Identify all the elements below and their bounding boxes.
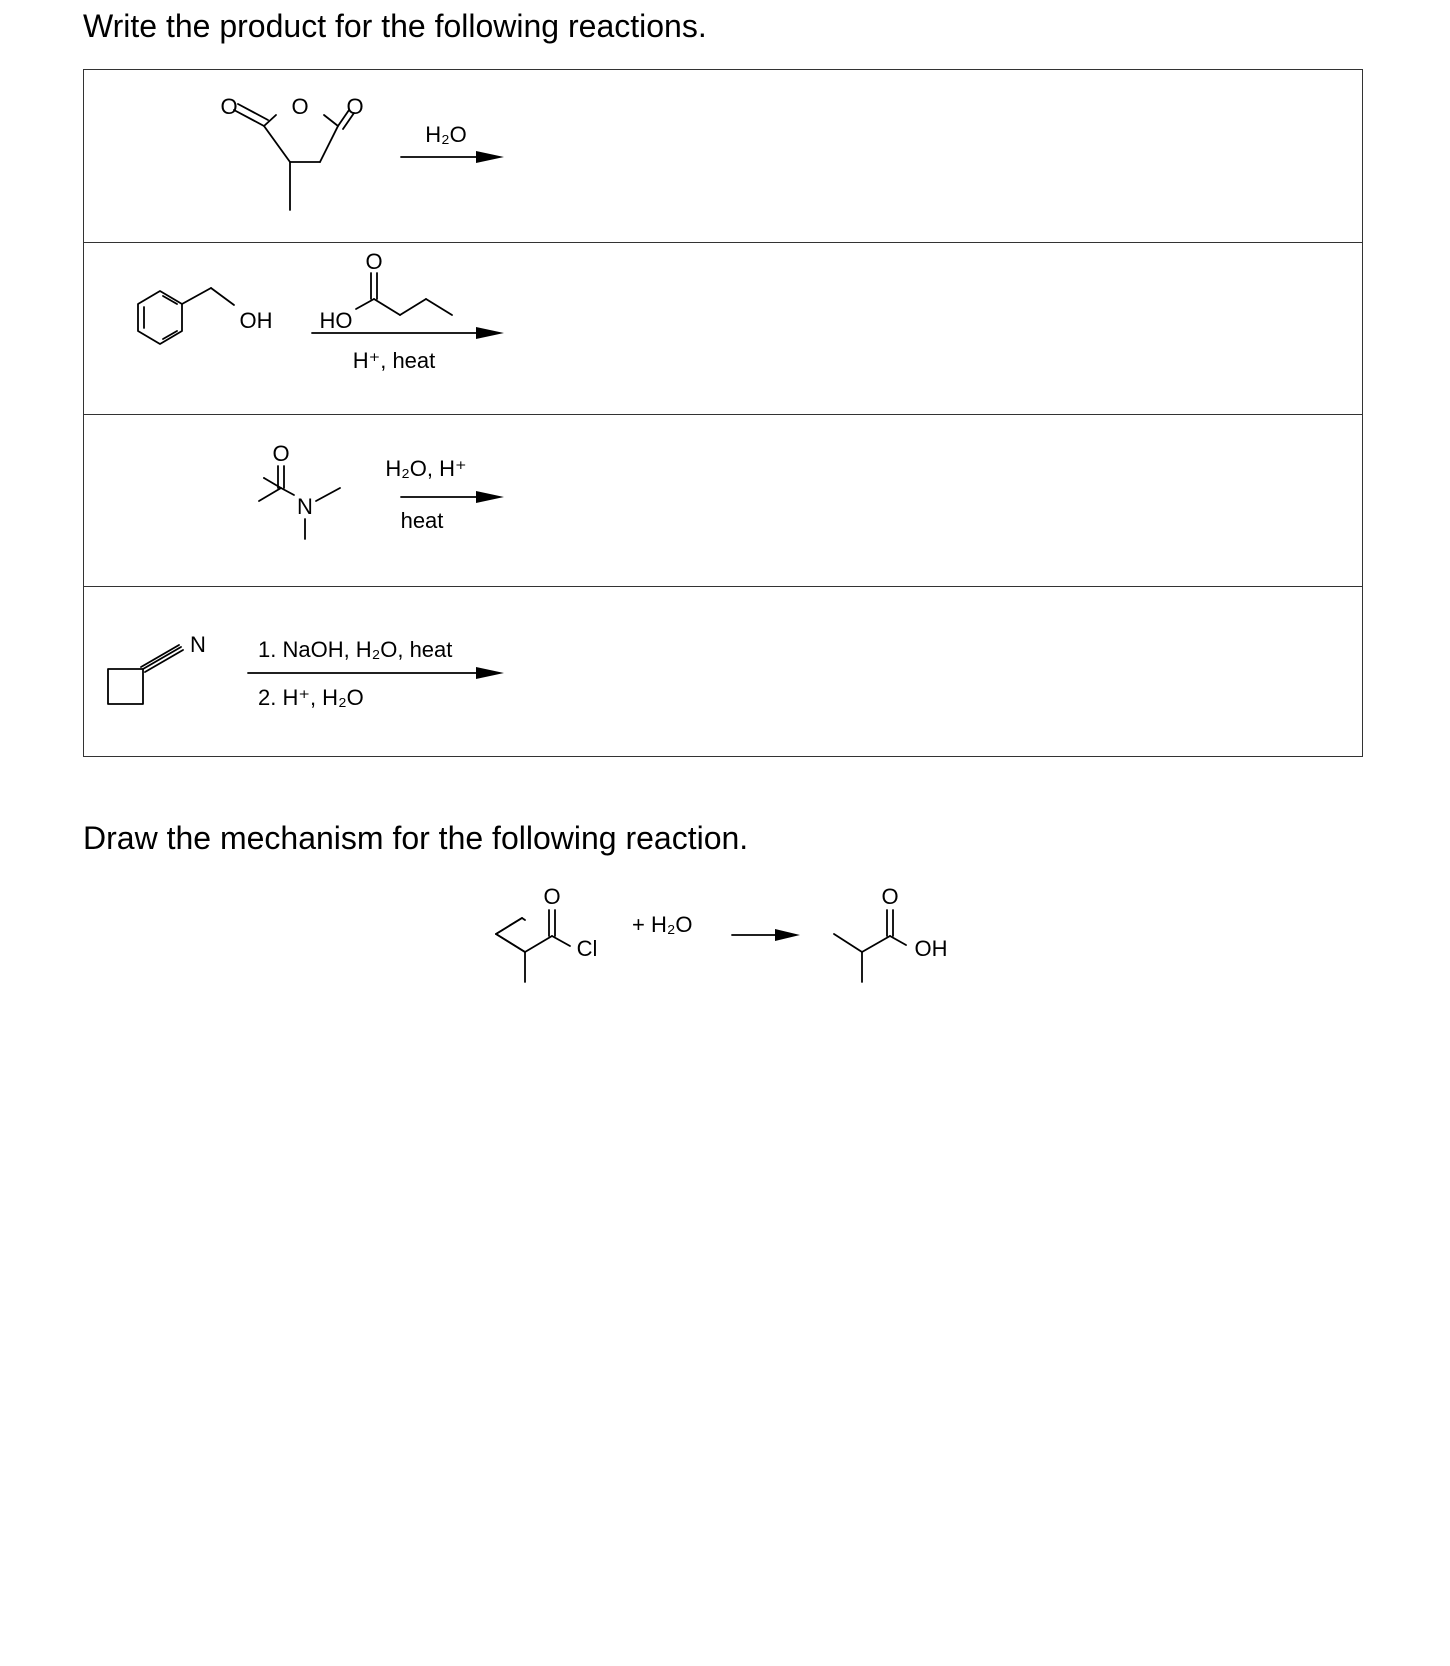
reaction-arrow (732, 929, 800, 941)
amide-structure (259, 441, 340, 539)
atom-label: OH (914, 936, 948, 961)
atom-label: O (365, 249, 383, 274)
reaction-row-3 (84, 414, 1362, 587)
atom-label: O (220, 94, 238, 119)
benzyl-alcohol-structure (138, 288, 273, 344)
atom-label: N (297, 494, 313, 519)
reaction-3-scheme (84, 415, 1364, 587)
cyclobutyl-nitrile-structure (108, 632, 206, 704)
atom-label: O (543, 884, 561, 909)
reaction-arrow (401, 491, 504, 503)
mechanism-scheme (0, 870, 1450, 990)
atom-label: N (190, 632, 206, 657)
atom-label: O (291, 94, 309, 119)
reagent-label: H⁺, heat (352, 348, 436, 373)
reagent-label: H₂O (425, 122, 467, 147)
reaction-row-1 (84, 70, 1362, 242)
reaction-2-scheme (84, 243, 1364, 415)
atom-label: Cl (576, 936, 598, 961)
reaction-row-2 (84, 242, 1362, 415)
reagent-label: 1. NaOH, H₂O, heat (258, 637, 453, 662)
reactions-table (83, 69, 1363, 757)
atom-label: O (881, 884, 899, 909)
reagent-label: 2. H⁺, H₂O (258, 685, 364, 710)
butanoic-acid-structure (320, 249, 453, 333)
reaction-arrow (248, 667, 504, 679)
section-heading-mechanism: Draw the mechanism for the following reaction. (83, 820, 749, 856)
reaction-row-4 (84, 586, 1362, 759)
atom-label: HO (319, 308, 353, 333)
reagent-label: H₂O, H⁺ (385, 456, 467, 481)
cyclic-anhydride-structure (220, 94, 363, 210)
section-heading-products: Write the product for the following reactions. (83, 8, 707, 44)
reaction-4-scheme (84, 587, 1364, 759)
acid-chloride-structure (496, 884, 597, 982)
reaction-1-scheme (84, 70, 1364, 242)
carboxylic-acid-structure (834, 884, 948, 982)
reagent-label: heat (400, 508, 444, 533)
plus-reagent-label: + H₂O (632, 912, 693, 937)
atom-label: OH (239, 308, 273, 333)
atom-label: O (272, 441, 290, 466)
atom-label: O (346, 94, 364, 119)
reaction-arrow (401, 151, 504, 163)
